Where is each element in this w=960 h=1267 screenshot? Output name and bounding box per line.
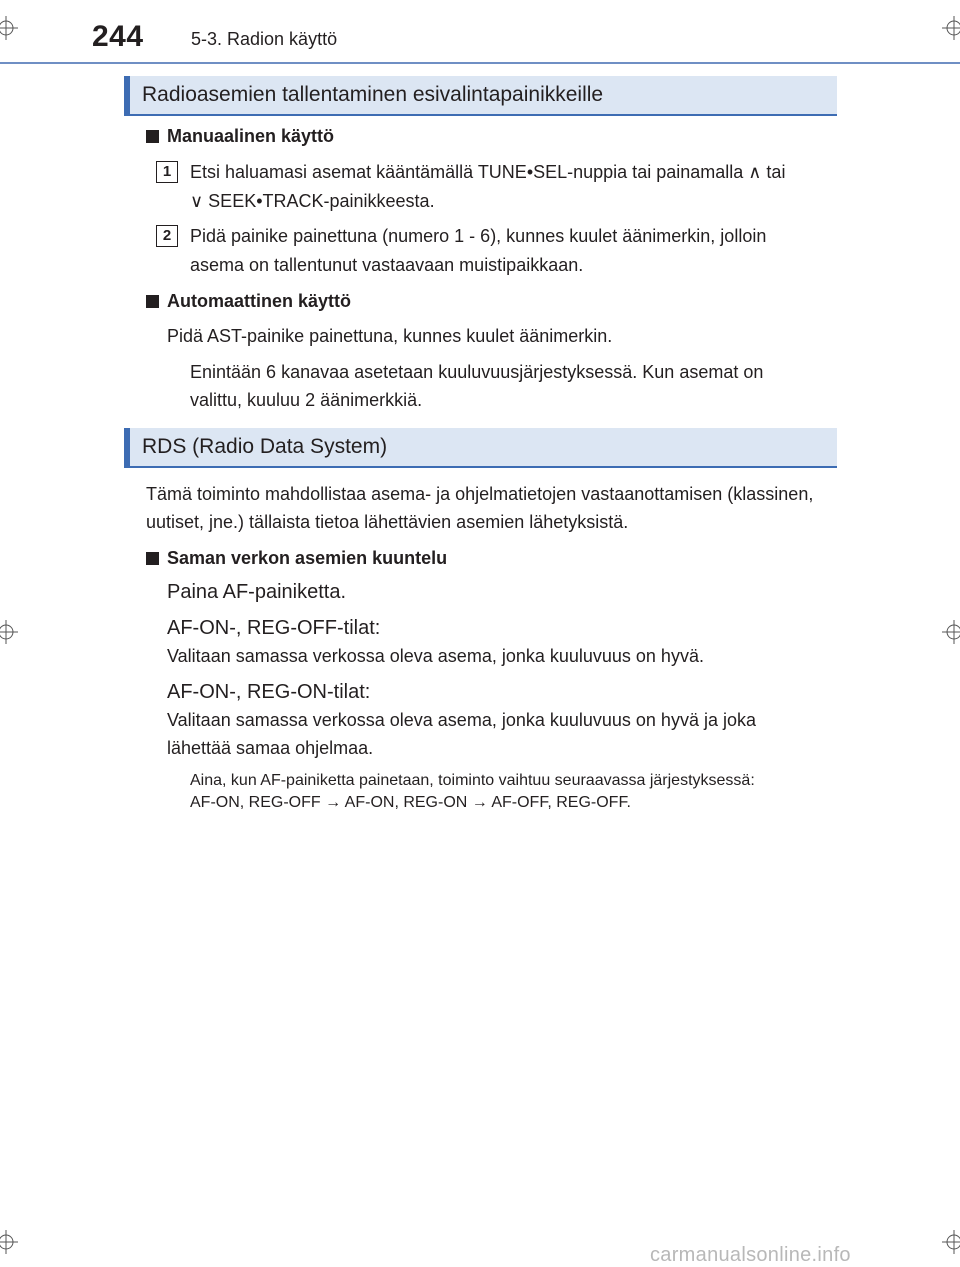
bullet-square-icon [146,552,159,565]
af-note-line: AF-ON, REG-OFF → AF-ON, REG-ON → AF-OFF, REG-OFF. [190,794,631,811]
step-number-badge: 2 [156,225,178,247]
rds-intro-line: uutiset, jne.) tällaista tietoa lähettävien asemien lähetyksistä. [146,512,629,532]
section-heading-presets [124,76,837,116]
af-note-line: Aina, kun AF-painiketta painetaan, toiminto vaihtuu seuraavassa järjestyksessä: [190,772,755,789]
step-1-text [190,158,831,186]
watermark: carmanualsonline.info [650,1244,851,1266]
section-title: RDS (Radio Data System) [142,435,388,458]
crop-mark-icon [0,16,18,40]
auto-note-line: Enintään 6 kanavaa asetetaan kuuluvuusjärjestyksessä. Kun asemat on [190,362,764,382]
step-2-text: Pidä painike painettuna (numero 1 - 6), kunnes kuulet äänimerkin, jolloin [190,226,767,246]
bullet-square-icon [146,295,159,308]
crop-mark-icon [942,1230,960,1254]
chapter-title: 5-3. Radion käyttö [191,29,338,49]
step-1-text-cont: ∨ SEEK•TRACK-painikkeesta. [190,191,435,211]
crop-mark-icon [0,1230,18,1254]
mode-1-title: AF-ON-, REG-OFF-tilat: [167,617,381,639]
crop-mark-icon [0,620,18,644]
subheading-network: Saman verkon asemien kuuntelu [167,548,448,568]
mode-2-text-cont: lähettää samaa ohjelmaa. [167,738,374,758]
rds-intro-line: Tämä toiminto mahdollistaa asema- ja ohjelmatietojen vastaanottamisen (klassinen, [146,484,814,504]
page-number: 244 [92,20,144,53]
step-number-badge: 1 [156,161,178,183]
section-title: Radioasemien tallentaminen esivalintapainikkeille [142,83,604,106]
crop-mark-icon [942,620,960,644]
mode-1-text: Valitaan samassa verkossa oleva asema, jonka kuuluvuus on hyvä. [167,646,704,666]
press-af-text: Paina AF-painiketta. [167,581,346,603]
section-heading-rds [124,428,837,468]
subheading-automatic: Automaattinen käyttö [167,291,352,311]
auto-text: Pidä AST-painike painettuna, kunnes kuulet äänimerkin. [167,326,613,346]
crop-mark-icon [942,16,960,40]
mode-2-text: Valitaan samassa verkossa oleva asema, jonka kuuluvuus on hyvä ja joka [167,710,756,730]
subheading-manual: Manuaalinen käyttö [167,126,335,146]
step-1-line: Etsi haluamasi asemat kääntämällä TUNE•SEL-nuppia tai painamalla ∧ tai [190,162,786,182]
auto-note-line: valittu, kuuluu 2 äänimerkkiä. [190,390,423,410]
header-divider [0,62,960,64]
bullet-square-icon [146,130,159,143]
mode-2-title: AF-ON-, REG-ON-tilat: [167,681,371,703]
step-2-text-cont: asema on tallentunut vastaavaan muistipaikkaan. [190,255,584,275]
